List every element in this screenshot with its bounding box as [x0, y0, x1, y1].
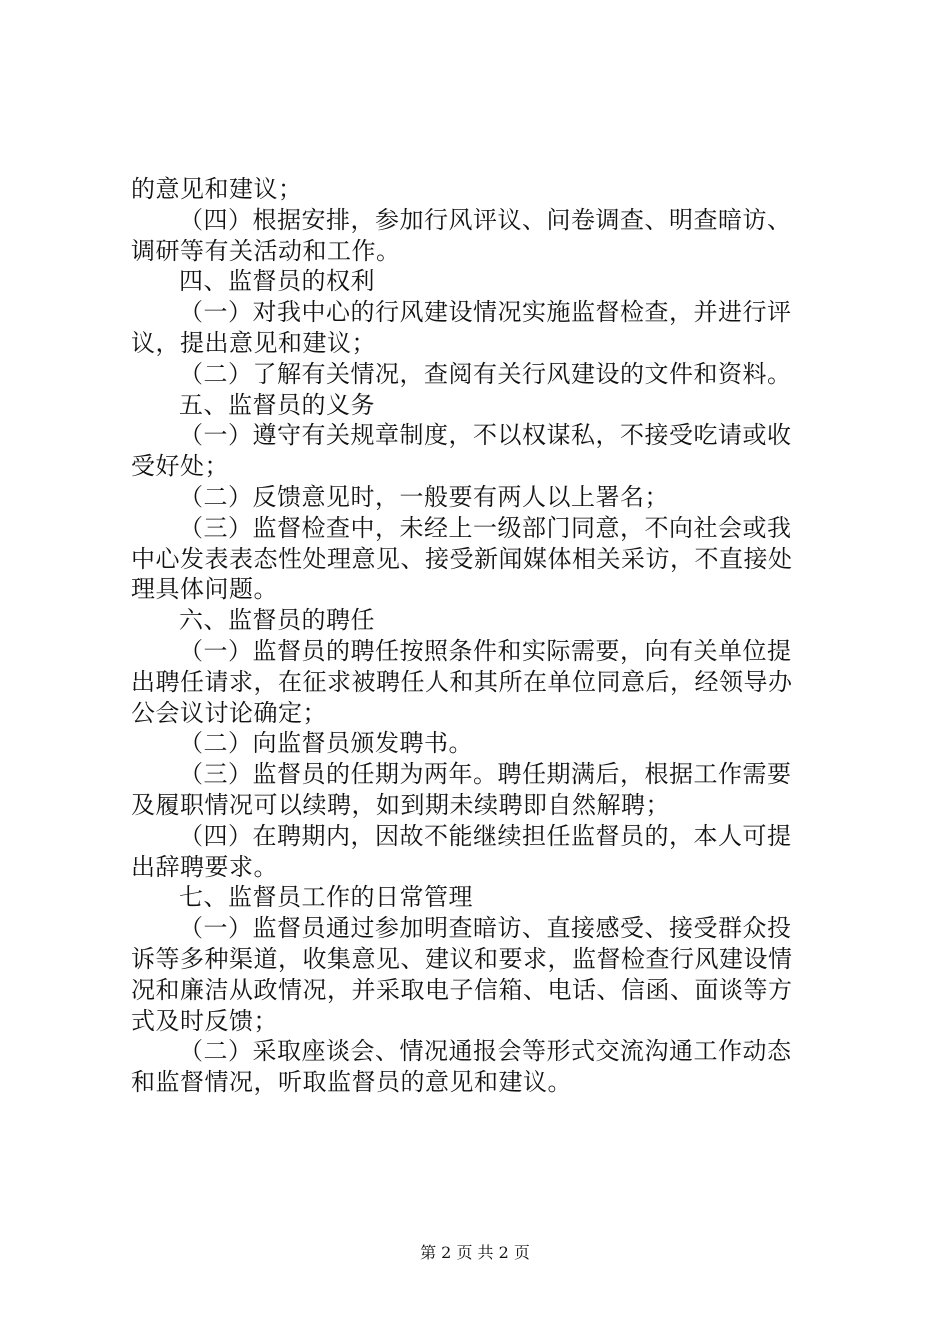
text-line: 况和廉洁从政情况，并采取电子信箱、电话、信函、面谈等方	[131, 975, 793, 1004]
text-line: （一）监督员的聘任按照条件和实际需要，向有关单位提	[179, 636, 792, 665]
text-line: 及履职情况可以续聘，如到期未续聘即自然解聘；	[131, 790, 670, 819]
text-line: （一）监督员通过参加明查暗访、直接感受、接受群众投	[179, 914, 792, 943]
text-line: （二）了解有关情况，查阅有关行风建设的文件和资料。	[179, 359, 792, 388]
text-line: 议，提出意见和建议；	[131, 328, 376, 357]
page-footer: 第 2 页 共 2 页	[420, 1243, 530, 1262]
text-line: （二）反馈意见时，一般要有两人以上署名；	[179, 482, 669, 511]
text-line: （三）监督员的任期为两年。聘任期满后，根据工作需要	[179, 760, 792, 789]
text-line: （一）遵守有关规章制度，不以权谋私，不接受吃请或收	[179, 421, 792, 450]
text-line: 和监督情况，听取监督员的意见和建议。	[131, 1068, 572, 1097]
text-line: 理具体问题。	[131, 575, 278, 604]
text-line: （二）向监督员颁发聘书。	[179, 729, 473, 758]
text-line: （四）在聘期内，因故不能继续担任监督员的，本人可提	[179, 821, 792, 850]
section-heading: 六、监督员的聘任	[179, 606, 375, 635]
text-line: 的意见和建议；	[131, 175, 303, 203]
section-heading: 四、监督员的权利	[179, 267, 375, 296]
text-line: 出聘任请求，在征求被聘任人和其所在单位同意后，经领导办	[131, 667, 793, 696]
text-line: 调研等有关活动和工作。	[131, 236, 401, 265]
text-line: 中心发表表态性处理意见、接受新闻媒体相关采访，不直接处	[131, 544, 793, 573]
document-body	[131, 174, 831, 1098]
text-line: （二）采取座谈会、情况通报会等形式交流沟通工作动态	[179, 1037, 792, 1066]
text-line: （四）根据安排，参加行风评议、问卷调查、明查暗访、	[179, 205, 792, 234]
text-line: 公会议讨论确定；	[131, 698, 327, 727]
text-line: （一）对我中心的行风建设情况实施监督检查，并进行评	[179, 298, 792, 327]
text-line: 式及时反馈；	[131, 1006, 278, 1035]
section-heading: 五、监督员的义务	[179, 390, 375, 419]
text-line: 出辞聘要求。	[131, 852, 278, 881]
text-line: 受好处；	[131, 452, 229, 481]
text-line: 诉等多种渠道，收集意见、建议和要求，监督检查行风建设情	[131, 944, 793, 973]
text-line: （三）监督检查中，未经上一级部门同意，不向社会或我	[179, 513, 792, 542]
section-heading: 七、监督员工作的日常管理	[179, 883, 473, 912]
